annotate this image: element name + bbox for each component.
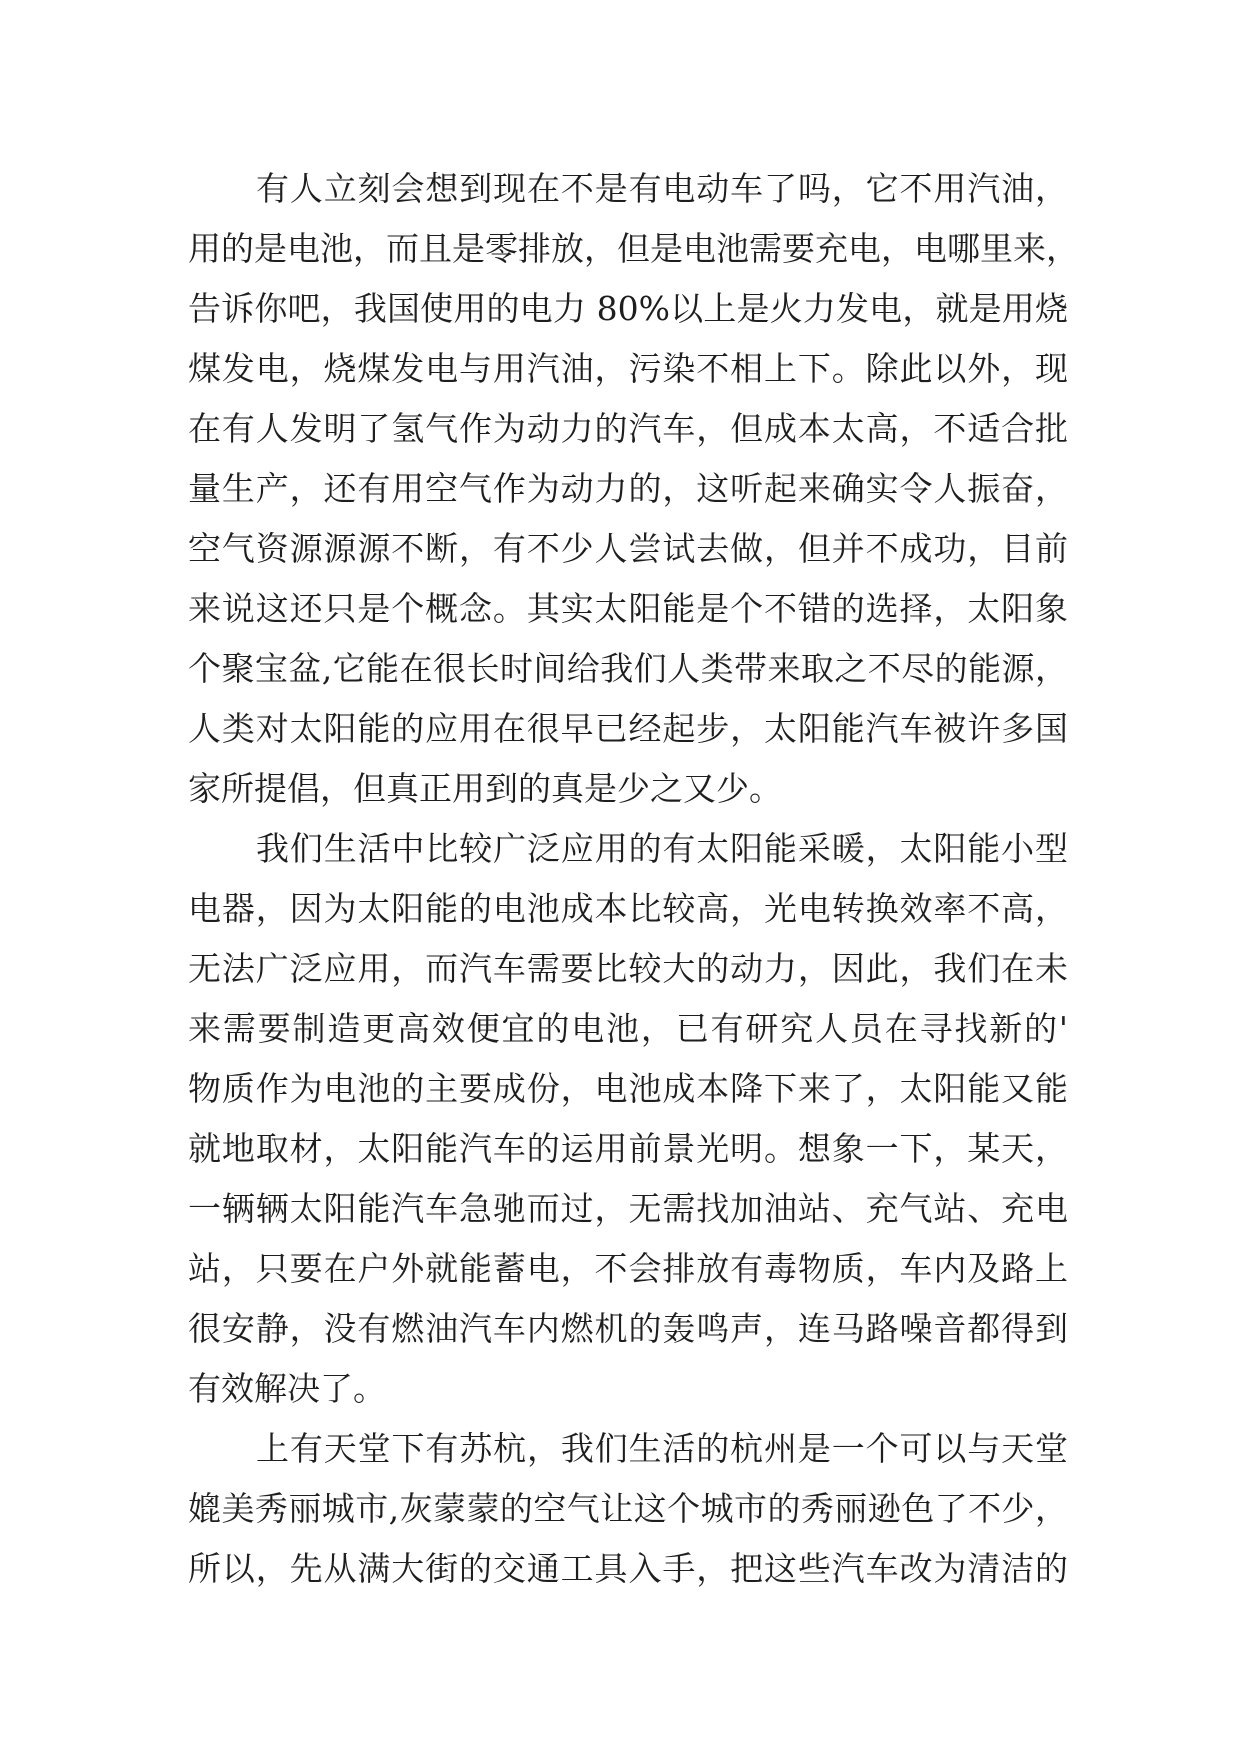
text-line: 个聚宝盆,它能在很长时间给我们人类带来取之不尽的能源， <box>188 649 1068 688</box>
paragraph <box>188 1419 1068 1599</box>
text-line: 用的是电池，而且是零排放，但是电池需要充电，电哪里来， <box>188 229 1079 268</box>
text-line: 有人立刻会想到现在不是有电动车了吗，它不用汽油， <box>256 169 1068 208</box>
text-line: 我们生活中比较广泛应用的有太阳能采暖，太阳能小型 <box>256 829 1068 868</box>
text-line: 站，只要在户外就能蓄电，不会排放有毒物质，车内及路上 <box>188 1249 1068 1288</box>
text-line: 无法广泛应用，而汽车需要比较大的动力，因此，我们在未 <box>188 949 1068 988</box>
text-line: 就地取材，太阳能汽车的运用前景光明。想象一下，某天， <box>188 1129 1068 1168</box>
text-line: 告诉你吧，我国使用的电力 80%以上是火力发电，就是用烧 <box>188 289 1068 328</box>
text-line: 物质作为电池的主要成份，电池成本降下来了，太阳能又能 <box>188 1069 1068 1108</box>
text-line: 媲美秀丽城市,灰蒙蒙的空气让这个城市的秀丽逊色了不少， <box>188 1489 1068 1528</box>
text-line: 人类对太阳能的应用在很早已经起步，太阳能汽车被许多国 <box>188 709 1068 748</box>
text-line: 所以，先从满大街的交通工具入手，把这些汽车改为清洁的 <box>188 1549 1068 1588</box>
text-line: 煤发电，烧煤发电与用汽油，污染不相上下。除此以外，现 <box>188 349 1068 388</box>
text-line: 来需要制造更高效便宜的电池，已有研究人员在寻找新的' <box>188 1009 1068 1048</box>
paragraph <box>188 159 1079 819</box>
body-text <box>188 159 1079 1599</box>
text-line: 空气资源源源不断，有不少人尝试去做，但并不成功，目前 <box>188 529 1068 568</box>
text-line: 在有人发明了氢气作为动力的汽车，但成本太高，不适合批 <box>188 409 1068 448</box>
text-line: 很安静，没有燃油汽车内燃机的轰鸣声，连马路噪音都得到 <box>188 1309 1068 1348</box>
text-line: 来说这还只是个概念。其实太阳能是个不错的选择，太阳象 <box>188 589 1068 628</box>
text-line: 家所提倡，但真正用到的真是少之又少。 <box>188 769 782 808</box>
text-line: 量生产，还有用空气作为动力的，这听起来确实令人振奋， <box>188 469 1068 508</box>
text-line: 有效解决了。 <box>188 1369 386 1408</box>
text-line: 电器，因为太阳能的电池成本比较高，光电转换效率不高， <box>188 889 1068 928</box>
text-line: 一辆辆太阳能汽车急驰而过，无需找加油站、充气站、充电 <box>188 1189 1068 1228</box>
paragraph <box>188 819 1068 1419</box>
text-line: 上有天堂下有苏杭，我们生活的杭州是一个可以与天堂 <box>256 1429 1068 1468</box>
